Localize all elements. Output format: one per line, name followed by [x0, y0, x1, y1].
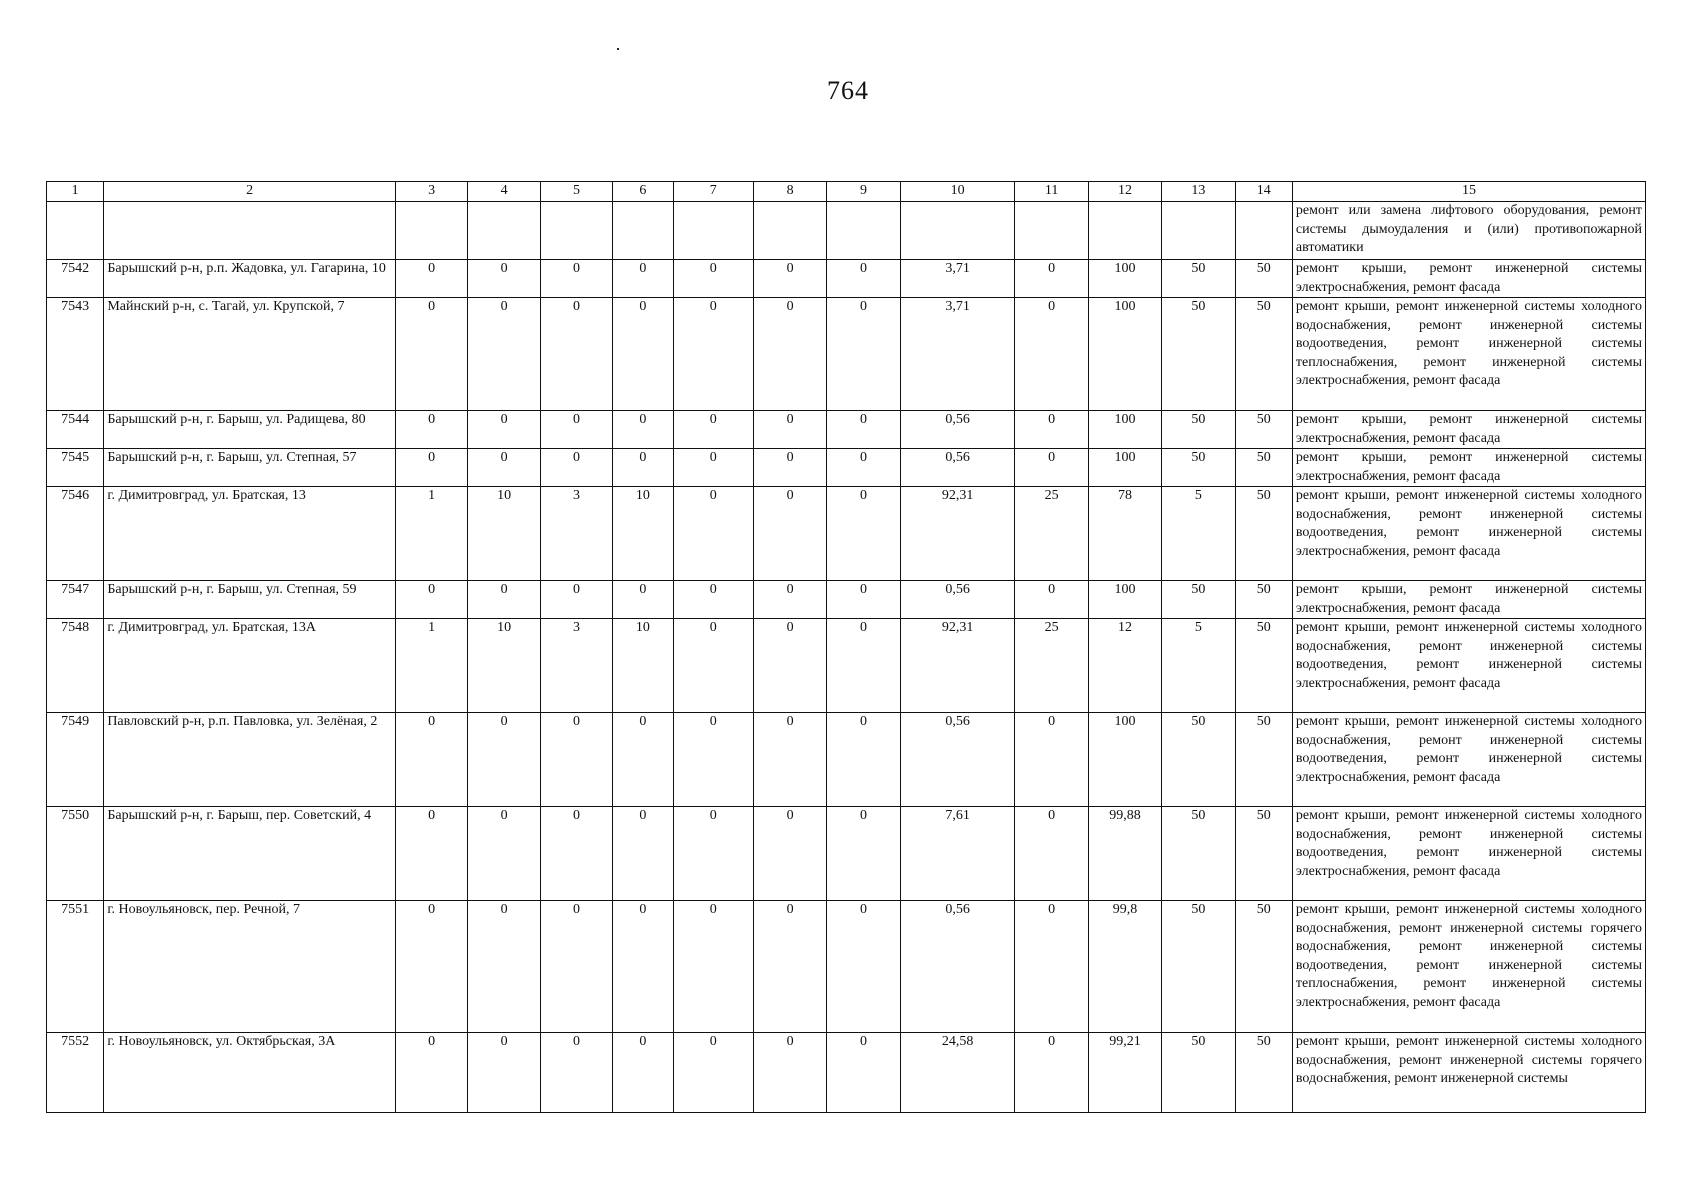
col-header: 12	[1088, 182, 1161, 202]
value-cell: 0,56	[900, 449, 1015, 487]
value-cell: 0	[468, 298, 540, 411]
value-cell: 0	[395, 411, 467, 449]
table-row	[47, 487, 1646, 581]
value-cell: 0	[1015, 807, 1088, 901]
value-cell: 0	[753, 487, 826, 581]
value-cell: 100	[1088, 449, 1161, 487]
value-cell: 0	[673, 449, 753, 487]
value-cell: 0	[673, 713, 753, 807]
value-cell: 50	[1162, 807, 1235, 901]
address-cell: Барышский р-н, г. Барыш, ул. Радищева, 80	[104, 411, 396, 449]
row-number: 7543	[47, 298, 104, 411]
value-cell: 12	[1088, 619, 1161, 713]
value-cell: 50	[1235, 487, 1292, 581]
value-cell: 0	[540, 1033, 612, 1113]
value-cell: 0	[753, 581, 826, 619]
value-cell: 0	[540, 298, 612, 411]
value-cell: 0	[468, 807, 540, 901]
value-cell: 100	[1088, 581, 1161, 619]
value-cell: 0	[395, 807, 467, 901]
value-cell: 0	[468, 901, 540, 1033]
value-cell	[1235, 202, 1292, 260]
value-cell: 25	[1015, 619, 1088, 713]
value-cell: 0	[753, 901, 826, 1033]
works-description-cell: ремонт крыши, ремонт инженерной системы холодного водоснабжения, ремонт инженерной системы водоотведения, ремонт инженерной системы теплоснабжения, ремонт инженерной системы электроснабжения, ремонт фасада	[1292, 298, 1645, 411]
value-cell: 78	[1088, 487, 1161, 581]
value-cell	[673, 202, 753, 260]
value-cell: 0	[827, 487, 900, 581]
value-cell: 0	[613, 260, 673, 298]
row-number: 7547	[47, 581, 104, 619]
value-cell: 0	[468, 581, 540, 619]
value-cell: 0	[395, 260, 467, 298]
works-description-cell: ремонт крыши, ремонт инженерной системы холодного водоснабжения, ремонт инженерной системы водоотведения, ремонт инженерной системы электроснабжения, ремонт фасада	[1292, 807, 1645, 901]
value-cell: 3,71	[900, 260, 1015, 298]
value-cell: 10	[613, 619, 673, 713]
value-cell: 0	[827, 619, 900, 713]
value-cell	[753, 202, 826, 260]
address-cell: Барышский р-н, р.п. Жадовка, ул. Гагарина, 10	[104, 260, 396, 298]
table-row	[47, 713, 1646, 807]
value-cell: 0,56	[900, 581, 1015, 619]
value-cell: 0	[673, 581, 753, 619]
value-cell: 50	[1235, 713, 1292, 807]
works-description-cell: ремонт крыши, ремонт инженерной системы холодного водоснабжения, ремонт инженерной системы водоотведения, ремонт инженерной системы электроснабжения, ремонт фасада	[1292, 619, 1645, 713]
value-cell: 0	[1015, 298, 1088, 411]
value-cell: 0	[468, 260, 540, 298]
value-cell: 3	[540, 619, 612, 713]
value-cell: 0	[753, 298, 826, 411]
table-row	[47, 901, 1646, 1033]
value-cell: 7,61	[900, 807, 1015, 901]
value-cell: 0	[673, 260, 753, 298]
row-number: 7550	[47, 807, 104, 901]
table-row	[47, 1033, 1646, 1113]
row-number: 7552	[47, 1033, 104, 1113]
col-header: 6	[613, 182, 673, 202]
value-cell: 10	[468, 487, 540, 581]
table-body	[47, 182, 1646, 1113]
value-cell: 0	[540, 807, 612, 901]
value-cell: 0	[540, 581, 612, 619]
address-cell: Барышский р-н, г. Барыш, пер. Советский, 4	[104, 807, 396, 901]
col-header: 13	[1162, 182, 1235, 202]
value-cell: 0	[613, 807, 673, 901]
row-number: 7548	[47, 619, 104, 713]
value-cell: 100	[1088, 411, 1161, 449]
value-cell: 10	[468, 619, 540, 713]
value-cell: 50	[1235, 260, 1292, 298]
value-cell: 0	[673, 901, 753, 1033]
value-cell	[468, 202, 540, 260]
col-header: 7	[673, 182, 753, 202]
col-header: 9	[827, 182, 900, 202]
works-description-cell: ремонт крыши, ремонт инженерной системы холодного водоснабжения, ремонт инженерной системы водоотведения, ремонт инженерной системы электроснабжения, ремонт фасада	[1292, 713, 1645, 807]
value-cell: 0	[1015, 713, 1088, 807]
value-cell: 0	[1015, 1033, 1088, 1113]
value-cell: 0	[395, 449, 467, 487]
col-header: 11	[1015, 182, 1088, 202]
value-cell: 5	[1162, 487, 1235, 581]
value-cell: 0	[673, 619, 753, 713]
value-cell: 0	[827, 298, 900, 411]
value-cell: 50	[1162, 260, 1235, 298]
value-cell: 92,31	[900, 487, 1015, 581]
value-cell: 50	[1235, 411, 1292, 449]
value-cell: 0	[827, 713, 900, 807]
value-cell: 100	[1088, 713, 1161, 807]
value-cell: 0	[540, 901, 612, 1033]
address-cell: Барышский р-н, г. Барыш, ул. Степная, 57	[104, 449, 396, 487]
value-cell: 0	[827, 1033, 900, 1113]
row-number: 7544	[47, 411, 104, 449]
col-header: 14	[1235, 182, 1292, 202]
value-cell: 0	[673, 807, 753, 901]
address-cell: Барышский р-н, г. Барыш, ул. Степная, 59	[104, 581, 396, 619]
address-cell: г. Новоульяновск, пер. Речной, 7	[104, 901, 396, 1033]
value-cell: 0	[827, 449, 900, 487]
value-cell: 0	[753, 449, 826, 487]
table-row	[47, 298, 1646, 411]
value-cell: 0	[827, 807, 900, 901]
value-cell: 0	[613, 1033, 673, 1113]
value-cell: 0	[468, 411, 540, 449]
table-row	[47, 202, 1646, 260]
value-cell: 0	[395, 901, 467, 1033]
value-cell: 0	[827, 411, 900, 449]
value-cell: 1	[395, 619, 467, 713]
value-cell: 0	[673, 411, 753, 449]
value-cell	[1015, 202, 1088, 260]
value-cell: 92,31	[900, 619, 1015, 713]
value-cell: 0	[753, 619, 826, 713]
table-row	[47, 260, 1646, 298]
value-cell: 0	[468, 1033, 540, 1113]
value-cell: 0	[613, 901, 673, 1033]
works-description-cell: ремонт крыши, ремонт инженерной системы электроснабжения, ремонт фасада	[1292, 411, 1645, 449]
value-cell	[827, 202, 900, 260]
value-cell: 10	[613, 487, 673, 581]
value-cell: 0	[613, 298, 673, 411]
row-number: 7549	[47, 713, 104, 807]
value-cell: 0	[1015, 581, 1088, 619]
address-cell: г. Новоульяновск, ул. Октябрьская, 3А	[104, 1033, 396, 1113]
works-description-cell: ремонт крыши, ремонт инженерной системы холодного водоснабжения, ремонт инженерной системы водоотведения, ремонт инженерной системы электроснабжения, ремонт фасада	[1292, 487, 1645, 581]
value-cell: 0,56	[900, 901, 1015, 1033]
value-cell: 50	[1235, 807, 1292, 901]
value-cell: 50	[1162, 1033, 1235, 1113]
value-cell: 25	[1015, 487, 1088, 581]
value-cell: 0	[827, 581, 900, 619]
value-cell: 3,71	[900, 298, 1015, 411]
col-header: 2	[104, 182, 396, 202]
value-cell	[1088, 202, 1161, 260]
repair-program-table	[46, 181, 1646, 1113]
col-header: 8	[753, 182, 826, 202]
value-cell: 0	[613, 449, 673, 487]
value-cell: 50	[1162, 449, 1235, 487]
value-cell: 0	[1015, 901, 1088, 1033]
address-cell: Майнский р-н, с. Тагай, ул. Крупской, 7	[104, 298, 396, 411]
value-cell: 0	[540, 449, 612, 487]
table-row	[47, 449, 1646, 487]
works-description-cell: ремонт крыши, ремонт инженерной системы электроснабжения, ремонт фасада	[1292, 581, 1645, 619]
table-row	[47, 411, 1646, 449]
value-cell: 0	[753, 1033, 826, 1113]
value-cell: 0	[673, 487, 753, 581]
col-header: 1	[47, 182, 104, 202]
value-cell	[613, 202, 673, 260]
value-cell: 0	[613, 581, 673, 619]
value-cell: 0	[468, 713, 540, 807]
value-cell: 50	[1235, 449, 1292, 487]
value-cell: 24,58	[900, 1033, 1015, 1113]
works-description-cell: ремонт или замена лифтового оборудования, ремонт системы дымоудаления и (или) противопожарной автоматики	[1292, 202, 1645, 260]
value-cell: 50	[1235, 581, 1292, 619]
col-header: 5	[540, 182, 612, 202]
value-cell: 0	[613, 411, 673, 449]
value-cell: 0	[827, 260, 900, 298]
col-header: 15	[1292, 182, 1645, 202]
value-cell: 50	[1162, 581, 1235, 619]
value-cell: 50	[1162, 411, 1235, 449]
value-cell: 0,56	[900, 713, 1015, 807]
value-cell	[395, 202, 467, 260]
value-cell: 0,56	[900, 411, 1015, 449]
value-cell: 0	[540, 260, 612, 298]
value-cell: 0	[395, 581, 467, 619]
value-cell: 0	[827, 901, 900, 1033]
col-header: 10	[900, 182, 1015, 202]
value-cell: 50	[1235, 298, 1292, 411]
value-cell: 1	[395, 487, 467, 581]
value-cell: 0	[753, 411, 826, 449]
table-row	[47, 807, 1646, 901]
address-cell: Павловский р-н, р.п. Павловка, ул. Зелёная, 2	[104, 713, 396, 807]
row-number: 7546	[47, 487, 104, 581]
value-cell: 0	[540, 713, 612, 807]
address-cell: г. Димитровград, ул. Братская, 13	[104, 487, 396, 581]
value-cell: 5	[1162, 619, 1235, 713]
works-description-cell: ремонт крыши, ремонт инженерной системы электроснабжения, ремонт фасада	[1292, 449, 1645, 487]
value-cell: 0	[1015, 411, 1088, 449]
address-cell	[104, 202, 396, 260]
value-cell	[900, 202, 1015, 260]
value-cell: 50	[1162, 901, 1235, 1033]
value-cell: 0	[613, 713, 673, 807]
address-cell: г. Димитровград, ул. Братская, 13А	[104, 619, 396, 713]
value-cell	[540, 202, 612, 260]
scan-speck	[617, 48, 619, 50]
value-cell: 50	[1162, 298, 1235, 411]
value-cell: 0	[1015, 260, 1088, 298]
row-number: 7545	[47, 449, 104, 487]
col-header: 3	[395, 182, 467, 202]
value-cell: 3	[540, 487, 612, 581]
value-cell: 0	[1015, 449, 1088, 487]
value-cell: 99,8	[1088, 901, 1161, 1033]
value-cell	[1162, 202, 1235, 260]
value-cell: 0	[673, 1033, 753, 1113]
value-cell: 0	[468, 449, 540, 487]
value-cell: 0	[540, 411, 612, 449]
value-cell: 100	[1088, 298, 1161, 411]
value-cell: 99,88	[1088, 807, 1161, 901]
works-description-cell: ремонт крыши, ремонт инженерной системы электроснабжения, ремонт фасада	[1292, 260, 1645, 298]
value-cell: 0	[753, 807, 826, 901]
value-cell: 50	[1235, 619, 1292, 713]
value-cell: 99,21	[1088, 1033, 1161, 1113]
header-row	[47, 182, 1646, 202]
row-number: 7542	[47, 260, 104, 298]
value-cell: 50	[1235, 1033, 1292, 1113]
value-cell: 50	[1162, 713, 1235, 807]
value-cell: 0	[673, 298, 753, 411]
value-cell: 0	[753, 713, 826, 807]
works-description-cell: ремонт крыши, ремонт инженерной системы холодного водоснабжения, ремонт инженерной системы горячего водоснабжения, ремонт инженерной системы водоотведения, ремонт инженерной системы теплоснабжения, ремонт инженерной системы электроснабжения, ремонт фасада	[1292, 901, 1645, 1033]
table-row	[47, 619, 1646, 713]
row-number: 7551	[47, 901, 104, 1033]
value-cell: 0	[395, 298, 467, 411]
works-description-cell: ремонт крыши, ремонт инженерной системы холодного водоснабжения, ремонт инженерной системы горячего водоснабжения, ремонт инженерной системы	[1292, 1033, 1645, 1113]
value-cell: 0	[395, 713, 467, 807]
value-cell: 0	[753, 260, 826, 298]
table-row	[47, 581, 1646, 619]
value-cell: 0	[395, 1033, 467, 1113]
col-header: 4	[468, 182, 540, 202]
value-cell: 100	[1088, 260, 1161, 298]
page-number: 764	[827, 76, 869, 105]
row-number	[47, 202, 104, 260]
value-cell: 50	[1235, 901, 1292, 1033]
